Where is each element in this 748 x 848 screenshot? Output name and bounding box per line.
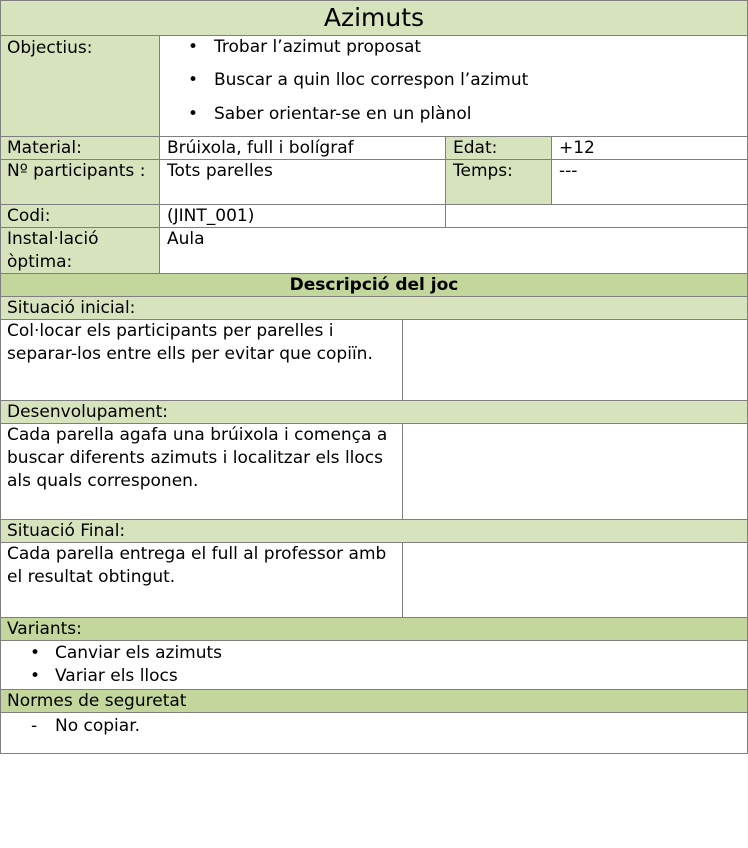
objective-text: Saber orientar-se en un plànol <box>214 104 472 124</box>
variant-text: Variar els llocs <box>55 666 178 686</box>
age-label-cell <box>446 137 552 160</box>
grid-line <box>0 296 748 297</box>
grid-line <box>0 617 748 618</box>
grid-line <box>0 423 748 424</box>
objective-item <box>188 69 728 92</box>
material-value: Brúixola, full i bolígraf <box>167 138 354 158</box>
objective-text: Buscar a quin lloc correspon l’azimut <box>214 70 529 90</box>
grid-line <box>0 204 748 205</box>
grid-line <box>0 136 748 137</box>
objective-item <box>188 103 728 126</box>
grid-line <box>0 35 748 36</box>
safety-section-header <box>0 690 748 713</box>
grid-line <box>0 519 748 520</box>
code-label-cell <box>0 205 160 228</box>
grid-line <box>0 712 748 713</box>
time-value-cell <box>552 160 748 205</box>
development-section-header <box>0 401 748 424</box>
bullet-icon: • <box>188 70 199 90</box>
code-value-cell <box>160 205 446 228</box>
bullet-icon: • <box>188 104 199 124</box>
objectives-list-cell <box>160 36 748 136</box>
safety-item <box>31 715 731 738</box>
objective-item <box>188 36 728 59</box>
safety-label: Normes de seguretat <box>7 691 187 711</box>
grid-line <box>402 423 403 520</box>
grid-line <box>159 35 160 274</box>
grid-line <box>0 273 748 274</box>
participants-value-cell <box>160 160 446 205</box>
grid-line <box>0 0 748 1</box>
variant-item <box>30 642 730 665</box>
grid-line <box>0 753 748 754</box>
participants-label-cell <box>0 160 160 205</box>
time-label: Temps: <box>453 161 513 181</box>
initial-text: Col·locar els participants per parelles i separar-los entre ells per evitar que copiïn. <box>7 321 373 364</box>
grid-line <box>445 136 446 228</box>
final-label: Situació Final: <box>7 521 126 541</box>
grid-line <box>551 136 552 205</box>
development-notes-cell <box>402 424 748 520</box>
grid-line <box>0 542 748 543</box>
grid-line <box>0 319 748 320</box>
time-label-cell <box>446 160 552 205</box>
installation-value: Aula <box>167 229 205 249</box>
code-value: (JINT_001) <box>167 206 255 226</box>
installation-label: Instal·lació òptima: <box>7 229 99 272</box>
grid-line <box>0 159 748 160</box>
description-header <box>0 274 748 297</box>
bullet-icon: • <box>30 666 41 686</box>
time-value: --- <box>559 161 578 181</box>
objectives-label-cell <box>0 36 160 136</box>
development-label: Desenvolupament: <box>7 402 168 422</box>
initial-section-header <box>0 297 748 320</box>
participants-label: Nº participants : <box>7 161 146 181</box>
material-value-cell <box>160 137 446 160</box>
final-text: Cada parella entrega el full al professor amb el resultat obtingut. <box>7 544 387 587</box>
title-bar <box>0 0 748 36</box>
material-label-cell <box>0 137 160 160</box>
grid-line <box>0 689 748 690</box>
bullet-icon: • <box>188 37 199 57</box>
material-label: Material: <box>7 138 82 158</box>
grid-line <box>0 640 748 641</box>
objective-text: Trobar l’azimut proposat <box>214 37 422 57</box>
bullet-icon: • <box>30 643 41 663</box>
variant-text: Canviar els azimuts <box>55 643 223 663</box>
grid-line <box>0 400 748 401</box>
variants-label: Variants: <box>7 619 82 639</box>
final-section-header <box>0 520 748 543</box>
code-label: Codi: <box>7 206 51 226</box>
final-notes-cell <box>402 543 748 618</box>
installation-label-cell <box>0 228 160 274</box>
age-value-cell <box>552 137 748 160</box>
participants-value: Tots parelles <box>167 161 273 181</box>
initial-notes-cell <box>402 320 748 401</box>
initial-label: Situació inicial: <box>7 298 136 318</box>
variants-list-cell <box>0 641 748 690</box>
grid-line <box>402 319 403 401</box>
development-text-cell <box>0 424 402 520</box>
safety-list-cell <box>0 713 748 753</box>
objectives-label: Objectius: <box>7 38 93 58</box>
description-title: Descripció del joc <box>289 275 459 295</box>
initial-text-cell <box>0 320 402 401</box>
dash-icon: - <box>31 716 38 736</box>
installation-value-cell <box>160 228 748 274</box>
variant-item <box>30 665 730 688</box>
final-text-cell <box>0 543 402 618</box>
grid-line <box>0 227 748 228</box>
safety-text: No copiar. <box>55 716 141 736</box>
grid-line <box>402 542 403 618</box>
page-title: Azimuts <box>323 3 425 32</box>
development-text: Cada parella agafa una brúixola i comença a buscar diferents azimuts i localitzar els llocs als quals corresponen. <box>7 425 388 491</box>
age-label: Edat: <box>453 138 498 158</box>
age-value: +12 <box>559 138 595 158</box>
grid-line <box>0 0 1 754</box>
variants-section-header <box>0 618 748 641</box>
